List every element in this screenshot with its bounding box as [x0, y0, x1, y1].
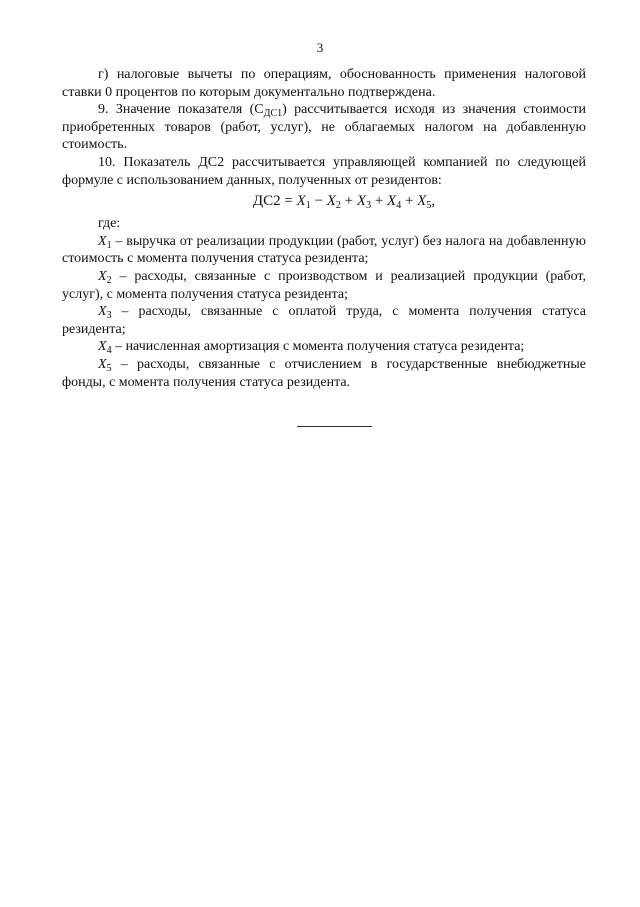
formula-tail: , — [431, 193, 436, 210]
item-9-text-end: ) рассчитывается исходя из значения стоимости приобретенных товаров (работ, услуг), не облагаемых налогом на добавленную стоимость. — [62, 102, 586, 153]
end-divider-line — [297, 426, 372, 427]
definition-x2: $X_2$ – расходы, связанные с производством и реализацией продукции (работ, услуг), с момента получения статуса резидента; — [62, 268, 586, 302]
formula-term: − $X_2$ — [310, 193, 341, 212]
formula-term: + $X_4$ — [371, 193, 402, 212]
formula-term: + $X_5$ — [401, 193, 432, 212]
variable-x2: $X_2$ — [98, 268, 112, 286]
variable-x1: $X_1$ — [98, 233, 112, 251]
paragraph-item-9 — [62, 101, 586, 154]
formula-term: $X_1$ — [296, 193, 311, 212]
paragraph-item-g: г) налоговые вычеты по операциям, обоснованность применения налоговой ставки 0 процентов по которым документально подтверждена. — [62, 67, 586, 100]
item-9-subscript: ДС1 — [263, 108, 283, 120]
variable-x3: $X_3$ — [98, 304, 112, 322]
definition-x5: $X_5$ – расходы, связанные с отчислением в государственные внебюджетные фонды, с момента получения статуса резидента. — [62, 356, 586, 390]
variable-x4: $X_4$ — [98, 339, 112, 357]
definition-x3: $X_3$ – расходы, связанные с оплатой труда, с момента получения статуса резидента; — [62, 304, 586, 337]
formula-lhs: ДС2 = — [252, 193, 297, 210]
where-label: где: — [98, 216, 121, 232]
document-body — [62, 66, 586, 391]
definition-x1: $X_1$ – выручка от реализации продукции (работ, услуг) без налога на добавленную стоимость с момента получения статуса резидента; — [62, 233, 586, 267]
formula-term: + $X_3$ — [340, 193, 372, 212]
variable-x5: $X_5$ — [98, 356, 112, 374]
page-number: 3 — [316, 40, 324, 55]
formula-ds2 — [62, 191, 586, 211]
item-9-text-start: 9. Значение показателя (С — [98, 102, 264, 118]
paragraph-item-10: 10. Показатель ДС2 рассчитывается управляющей компанией по следующей формуле с использованием данных, полученных от резидентов: — [62, 154, 586, 188]
definition-x4: $X_4$ – начисленная амортизация с момента получения статуса резидента; — [98, 339, 525, 357]
